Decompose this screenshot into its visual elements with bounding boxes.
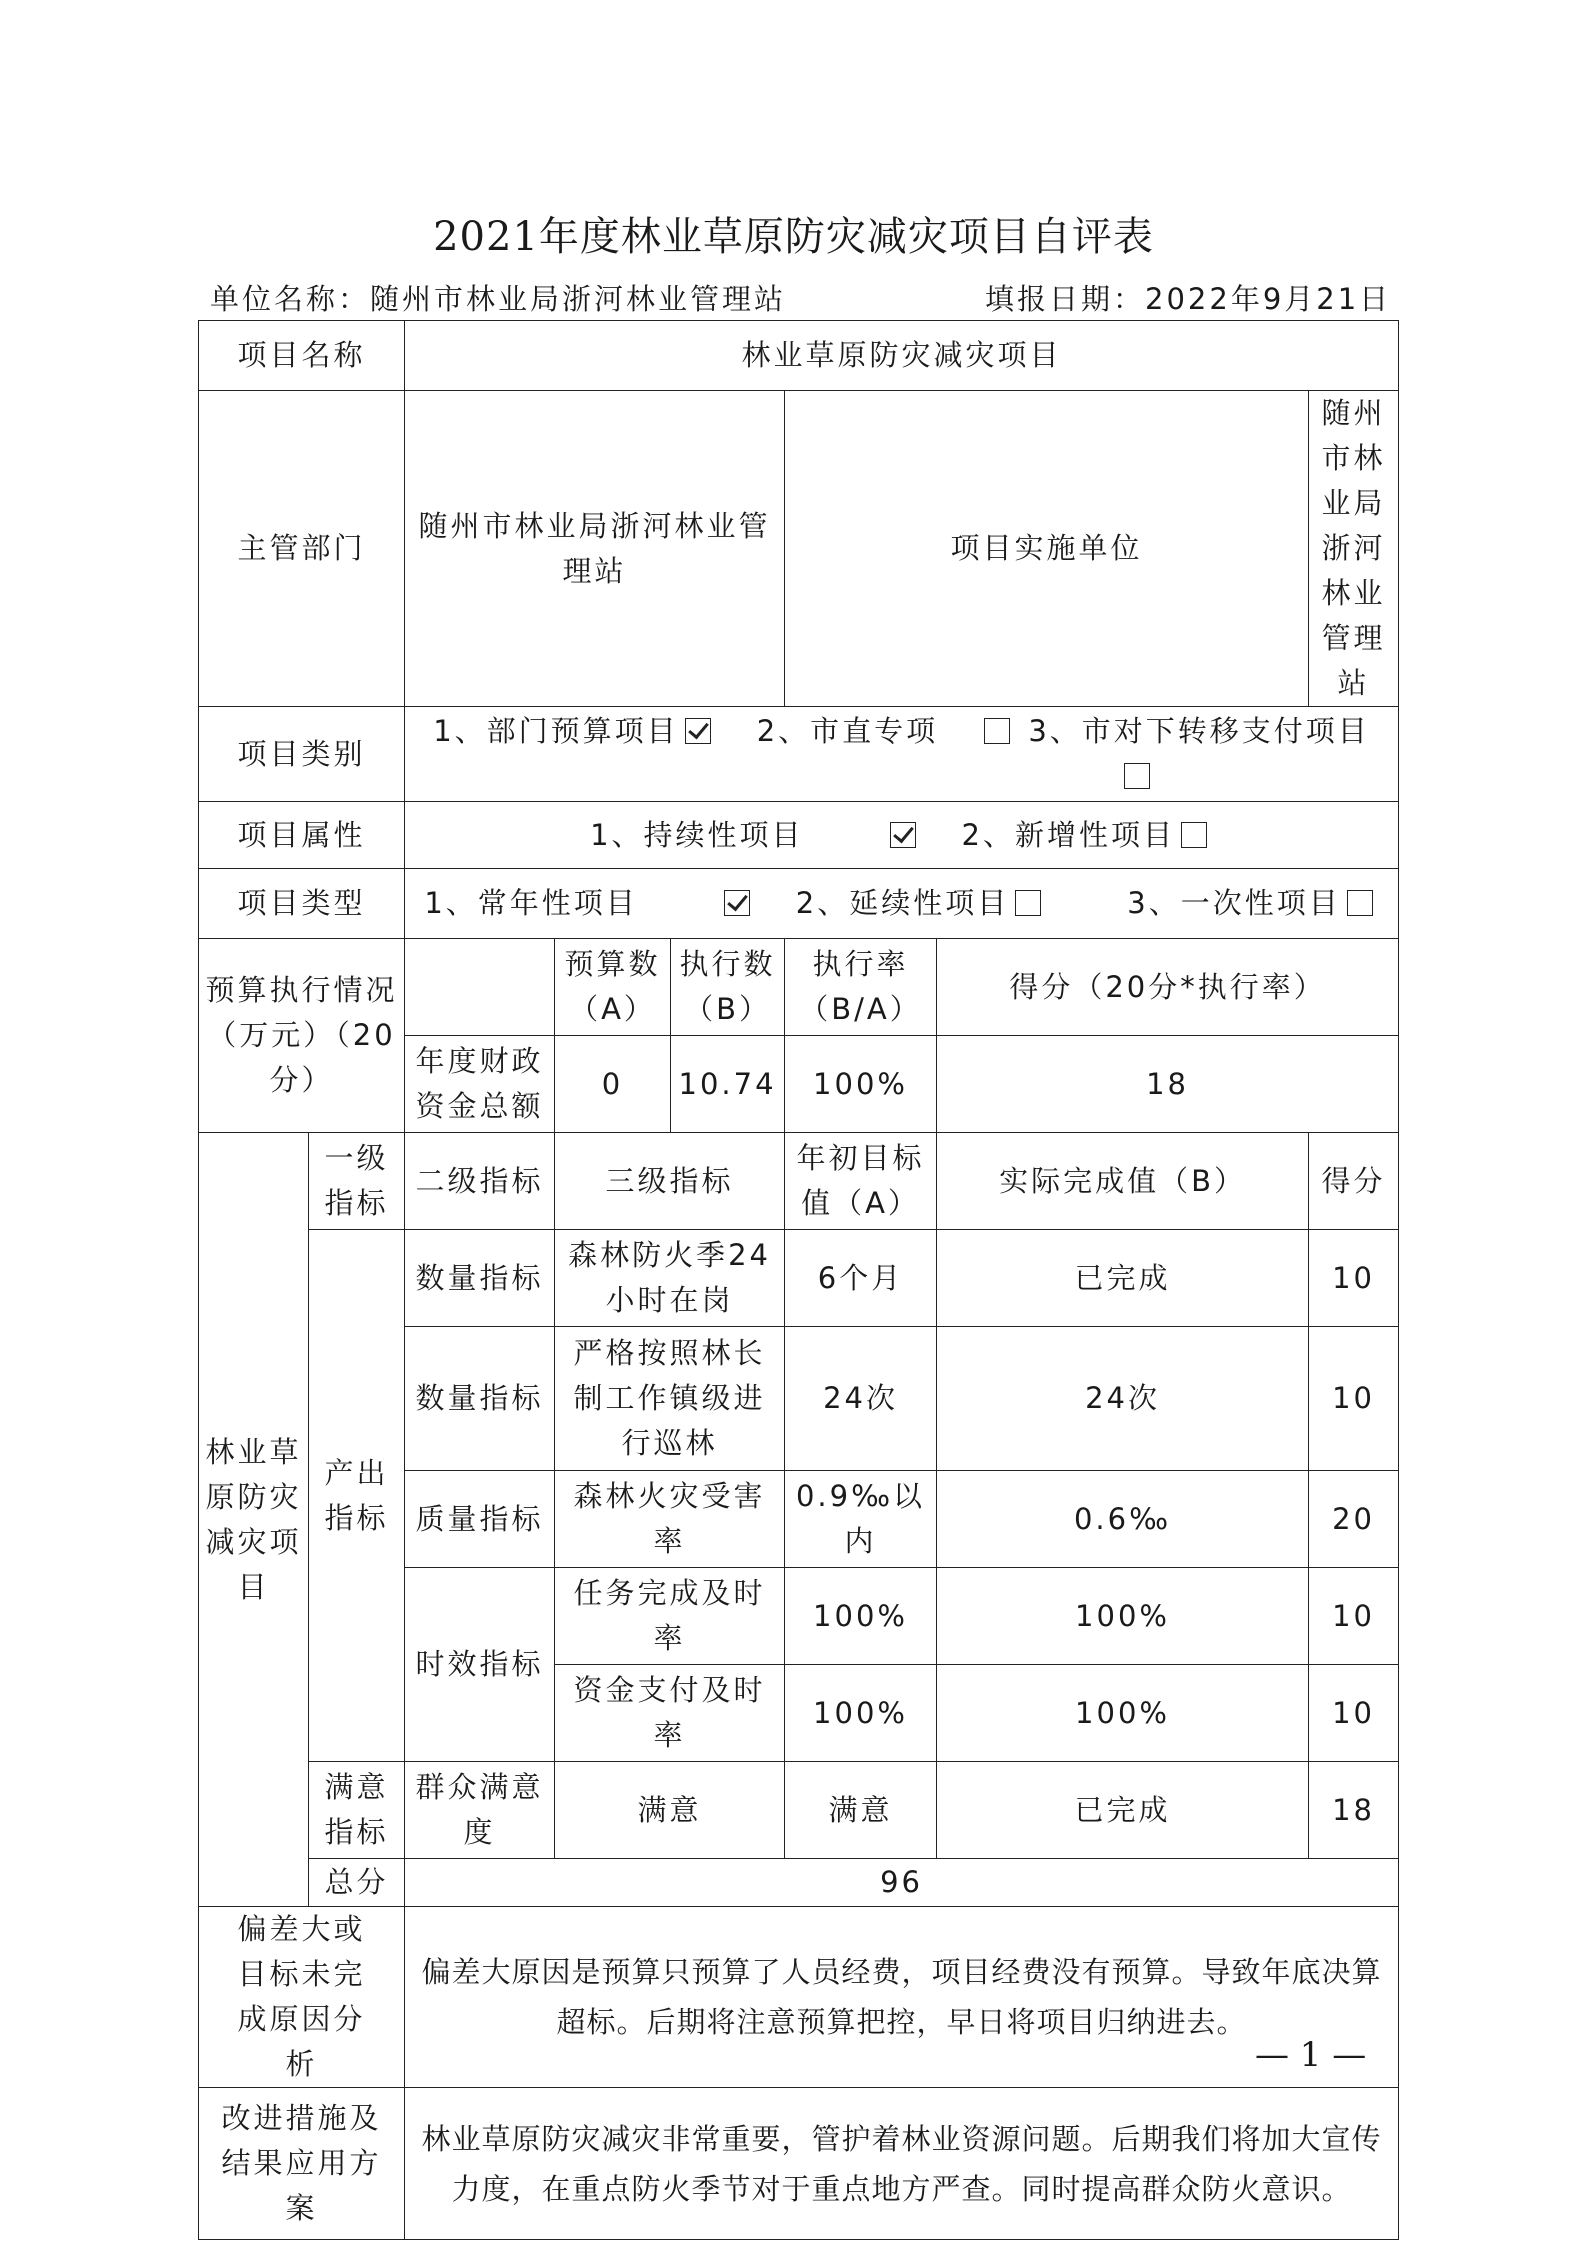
project-name-value: 林业草原防灾减灾项目 (405, 321, 1399, 391)
improve-text: 林业草原防灾减灾非常重要，管护着林业资源问题。后期我们将加大宣传力度，在重点防火季节对于重点地方严查。同时提高群众防火意识。 (405, 2088, 1399, 2240)
row-score: 10 (1309, 1665, 1399, 1762)
budget-header-exec: 执行数（B） (671, 939, 785, 1036)
deviation-text: 偏差大原因是预算只预算了人员经费，项目经费没有预算。导致年底决算超标。后期将注意预算把控，早日将项目归纳进去。 (405, 1907, 1399, 2088)
type-opt1: 1、常年性项目 (424, 886, 638, 920)
category-options (405, 707, 1399, 802)
table-row (199, 1230, 1399, 1327)
row-level2: 数量指标 (405, 1230, 555, 1327)
row-level3: 资金支付及时率 (555, 1665, 785, 1762)
category-opt3: 3、市对下转移支付项目 (1028, 714, 1370, 748)
date-value: 2022年9月21日 (1145, 282, 1392, 316)
page-number: — 1 — (1255, 2035, 1367, 2075)
impl-value: 随州市林业局浙河林业管理站 (1309, 391, 1399, 707)
budget-header-score: 得分（20分*执行率） (937, 939, 1399, 1036)
category-checkbox-1[interactable] (685, 718, 711, 744)
type-options (405, 869, 1399, 939)
header-target: 年初目标值（A） (785, 1133, 937, 1230)
header-level1: 一级指标 (309, 1133, 405, 1230)
row-score: 18 (1309, 1762, 1399, 1859)
row-target: 0.9‰以内 (785, 1471, 937, 1568)
row-level3: 任务完成及时率 (555, 1568, 785, 1665)
type-opt2: 2、延续性项目 (795, 886, 1010, 920)
budget-score-value: 18 (937, 1036, 1399, 1133)
table-row (199, 1762, 1399, 1859)
project-name-label: 项目名称 (199, 321, 405, 391)
header-actual: 实际完成值（B） (937, 1133, 1309, 1230)
type-opt3: 3、一次性项目 (1127, 886, 1341, 920)
row-target: 100% (785, 1568, 937, 1665)
row-level2: 质量指标 (405, 1471, 555, 1568)
row-level2: 群众满意度 (405, 1762, 555, 1859)
header-level2: 二级指标 (405, 1133, 555, 1230)
row-score: 10 (1309, 1230, 1399, 1327)
rate-value: 100% (785, 1036, 937, 1133)
total-value: 96 (405, 1859, 1399, 1907)
row-actual: 100% (937, 1665, 1309, 1762)
row-actual: 已完成 (937, 1762, 1309, 1859)
exec-value: 10.74 (671, 1036, 785, 1133)
dept-label: 主管部门 (199, 391, 405, 707)
row-actual: 24次 (937, 1327, 1309, 1471)
row-score: 20 (1309, 1471, 1399, 1568)
row-level3: 严格按照林长制工作镇级进行巡林 (555, 1327, 785, 1471)
row-target: 6个月 (785, 1230, 937, 1327)
row-score: 10 (1309, 1327, 1399, 1471)
row-target: 满意 (785, 1762, 937, 1859)
type-checkbox-1[interactable] (724, 890, 750, 916)
row-level3: 森林火灾受害率 (555, 1471, 785, 1568)
budget-value: 0 (555, 1036, 671, 1133)
type-checkbox-2[interactable] (1015, 890, 1041, 916)
attribute-checkbox-1[interactable] (890, 822, 916, 848)
type-label: 项目类型 (199, 869, 405, 939)
row-level3: 森林防火季24小时在岗 (555, 1230, 785, 1327)
unit-label: 单位名称： (210, 282, 371, 316)
indicator-group-label: 林业草原防灾减灾项目 (199, 1133, 309, 1907)
category-opt2: 2、市直专项 (756, 714, 939, 748)
row-target: 100% (785, 1665, 937, 1762)
header-score: 得分 (1309, 1133, 1399, 1230)
attribute-opt2: 2、新增性项目 (961, 817, 1175, 852)
category-checkbox-2[interactable] (984, 718, 1010, 744)
attribute-options (405, 802, 1399, 869)
output-indicator-label: 产出指标 (309, 1230, 405, 1762)
attribute-label: 项目属性 (199, 802, 405, 869)
row-actual: 100% (937, 1568, 1309, 1665)
header-level3: 三级指标 (555, 1133, 785, 1230)
category-checkbox-3[interactable] (1124, 763, 1150, 789)
total-label: 总分 (309, 1859, 405, 1907)
category-opt1: 1、部门预算项目 (433, 714, 679, 748)
satisfaction-indicator-label: 满意指标 (309, 1762, 405, 1859)
attribute-opt1: 1、持续性项目 (590, 817, 804, 852)
budget-header-budget: 预算数（A） (555, 939, 671, 1036)
attribute-checkbox-2[interactable] (1181, 822, 1207, 848)
row-target: 24次 (785, 1327, 937, 1471)
dept-value: 随州市林业局浙河林业管理站 (405, 391, 785, 707)
row-level2: 时效指标 (405, 1568, 555, 1762)
impl-label: 项目实施单位 (785, 391, 1309, 707)
row-level2: 数量指标 (405, 1327, 555, 1471)
improve-label: 改进措施及结果应用方案 (199, 2088, 405, 2240)
evaluation-table (198, 320, 1399, 2240)
date-label: 填报日期： (985, 282, 1146, 316)
type-checkbox-3[interactable] (1347, 890, 1373, 916)
budget-header-rate: 执行率（B/A） (785, 939, 937, 1036)
unit-line (210, 277, 786, 318)
row-actual: 0.6‰ (937, 1471, 1309, 1568)
unit-name: 随州市林业局浙河林业管理站 (370, 282, 787, 316)
budget-row-label: 年度财政资金总额 (405, 1036, 555, 1133)
category-label: 项目类别 (199, 707, 405, 802)
budget-header-blank (405, 939, 555, 1036)
row-actual: 已完成 (937, 1230, 1309, 1327)
page-title: 2021年度林业草原防灾减灾项目自评表 (433, 214, 1154, 260)
row-score: 10 (1309, 1568, 1399, 1665)
date-line (985, 277, 1391, 318)
budget-label: 预算执行情况（万元）（20分） (199, 939, 405, 1133)
row-level3: 满意 (555, 1762, 785, 1859)
deviation-label: 偏差大或目标未完成原因分析 (199, 1907, 405, 2088)
